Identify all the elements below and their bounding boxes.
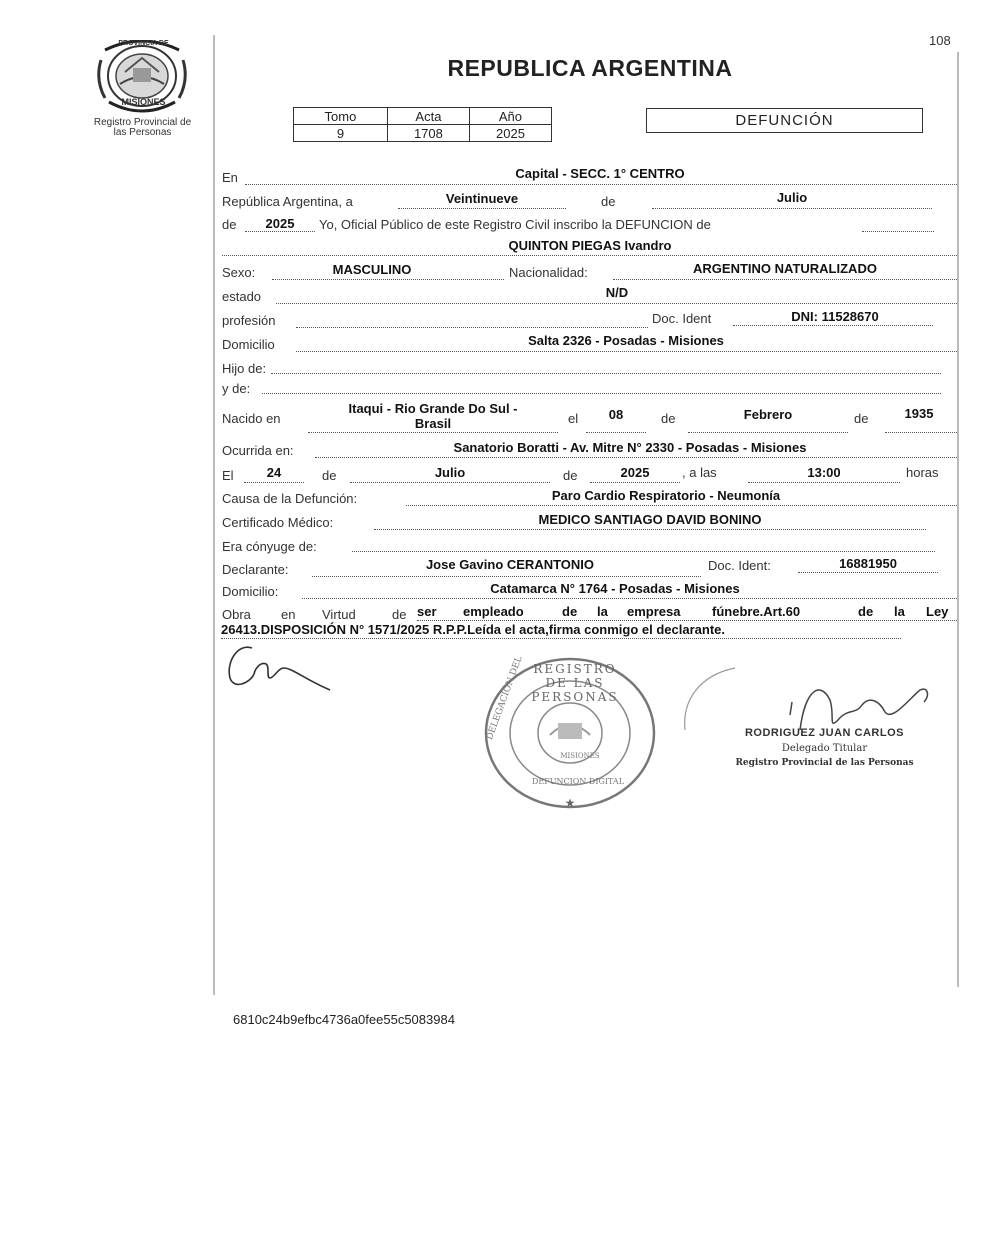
- yo-line: [862, 231, 934, 232]
- hijo-label: Hijo de:: [222, 361, 267, 376]
- a-las-label: , a las: [682, 465, 717, 480]
- day-words-value: Veintinueve: [445, 191, 519, 206]
- obra-line-2: 26413.DISPOSICIÓN N° 1571/2025 R.P.P.Leída el acta,firma conmigo el declarante.: [221, 622, 726, 637]
- el-label: El: [222, 468, 234, 483]
- value-acta: 1708: [387, 125, 469, 142]
- birth-day-value: 08: [608, 407, 624, 422]
- document-hash: 6810c24b9efbc4736a0fee55c5083984: [233, 1012, 455, 1027]
- doc-line: [733, 325, 933, 326]
- declarante-domicilio-label: Domicilio:: [222, 584, 279, 599]
- stamp-ring-left: DELEGACIÓN DEL: [485, 654, 525, 742]
- birth-month-value: Febrero: [743, 407, 793, 422]
- death-month-value: Julio: [434, 465, 466, 480]
- domicilio-label: Domicilio: [222, 337, 275, 352]
- left-border: [213, 35, 215, 995]
- month-value: Julio: [776, 190, 808, 205]
- nacionalidad-label: Nacionalidad:: [509, 265, 588, 280]
- de-label-4: de: [854, 411, 869, 426]
- official-name: RODRIGUEZ JUAN CARLOS: [744, 727, 904, 739]
- record-table-values: [294, 125, 552, 142]
- domicilio-line: [296, 351, 957, 352]
- header-acta: Acta: [387, 108, 469, 125]
- horas-label: horas: [906, 465, 939, 480]
- domicilio-value: Salta 2326 - Posadas - Misiones: [528, 333, 724, 348]
- republica-label: República Argentina, a: [222, 194, 353, 209]
- certificado-label: Certificado Médico:: [222, 515, 334, 530]
- declarante-doc-line: [798, 572, 938, 573]
- declarante-domicilio-value: Catamarca N° 1764 - Posadas - Misiones: [490, 581, 740, 596]
- declarante-doc-label: Doc. Ident:: [708, 558, 771, 573]
- obra-word-1: Obra: [222, 607, 251, 622]
- yo-text: Yo, Oficial Público de este Registro Civil inscribo la DEFUNCION de: [319, 217, 711, 232]
- de-label-2: de: [222, 217, 237, 232]
- obra-l1-w4: la: [597, 604, 608, 619]
- name-line: [222, 255, 957, 256]
- header-tomo: Tomo: [294, 108, 388, 125]
- stamp-ring-bottom: DEFUNCION DIGITAL: [531, 777, 625, 786]
- obra-l1-w9: Ley: [926, 604, 949, 619]
- obra-l1-w5: empresa: [627, 604, 681, 619]
- page-number: 108: [929, 33, 951, 48]
- day-line: [398, 208, 566, 209]
- death-day-line: [244, 482, 304, 483]
- conyuge-line: [352, 551, 935, 552]
- record-table-header: [294, 108, 552, 125]
- logo-text-top: PROVINCIA DE: [118, 40, 169, 47]
- sexo-label: Sexo:: [222, 265, 256, 280]
- certificado-line: [374, 529, 926, 530]
- doc-label: Doc. Ident: [652, 311, 712, 326]
- official-office: Registro Provincial de las Personas: [735, 758, 914, 768]
- sexo-value: MASCULINO: [332, 262, 412, 277]
- hijo-line: [271, 373, 941, 374]
- record-type-box: DEFUNCIÓN: [646, 108, 923, 133]
- profesion-line: [296, 327, 648, 328]
- estado-line: [276, 303, 957, 304]
- ocurrida-line: [315, 457, 957, 458]
- year-line: [245, 231, 315, 232]
- registry-name-line1: Registro Provincial de: [93, 117, 192, 128]
- deceased-name: QUINTON PIEGAS Ivandro: [508, 238, 672, 253]
- death-year-value: 2025: [620, 465, 650, 480]
- declarante-value: Jose Gavino CERANTONIO: [425, 557, 595, 572]
- svg-text:★: ★: [564, 796, 576, 810]
- death-time-line: [748, 482, 900, 483]
- en-label: En: [222, 170, 238, 185]
- obra-l1-w6: fúnebre.Art.60: [712, 604, 801, 619]
- death-time-value: 13:00: [807, 465, 841, 480]
- doc-value: DNI: 11528670: [791, 309, 879, 324]
- obra-word-4: de: [392, 607, 407, 622]
- obra-l1-w1: ser: [417, 604, 437, 619]
- causa-label: Causa de la Defunción:: [222, 491, 358, 506]
- nacido-label: Nacido en: [222, 411, 281, 426]
- right-border: [957, 52, 959, 987]
- death-year-line: [590, 482, 680, 483]
- obra-word-2: en: [281, 607, 296, 622]
- obra-l1-w2: empleado: [463, 604, 524, 619]
- official-title: Delegado Titular: [781, 743, 868, 754]
- page-title: REPUBLICA ARGENTINA: [447, 55, 733, 81]
- year-value: 2025: [265, 216, 295, 231]
- de-label-6: de: [563, 468, 578, 483]
- month-line: [652, 208, 932, 209]
- birth-year-line: [885, 432, 957, 433]
- value-anio: 2025: [469, 125, 551, 142]
- death-day-value: 24: [266, 465, 282, 480]
- certificado-value: MEDICO SANTIAGO DAVID BONINO: [538, 512, 762, 527]
- value-tomo: 9: [294, 125, 388, 142]
- death-month-line: [350, 482, 550, 483]
- header-anio: Año: [469, 108, 551, 125]
- declarante-label: Declarante:: [222, 562, 289, 577]
- obra-l1-w7: de: [858, 604, 874, 619]
- nacido-place-line: [308, 432, 558, 433]
- nacionalidad-value: ARGENTINO NATURALIZADO: [693, 261, 877, 276]
- obra-l1-w3: de: [562, 604, 578, 619]
- el-label-lower: el: [568, 411, 579, 426]
- yde-label: y de:: [222, 381, 251, 396]
- declarante-doc-value: 16881950: [839, 556, 897, 571]
- sexo-line: [272, 279, 504, 280]
- causa-value: Paro Cardio Respiratorio - Neumonía: [551, 488, 781, 503]
- de-label-1: de: [601, 194, 616, 209]
- obra-line-1: [417, 620, 957, 621]
- nacido-place-line2: Brasil: [414, 416, 452, 431]
- birth-month-line: [688, 432, 848, 433]
- en-line: [245, 184, 957, 185]
- obra-l1-w8: la: [894, 604, 905, 619]
- de-label-5: de: [322, 468, 337, 483]
- stamp-center-text: MISIONES: [560, 752, 600, 760]
- profesion-label: profesión: [222, 313, 276, 328]
- registry-name-line2: las Personas: [113, 127, 172, 138]
- declarante-line: [312, 576, 701, 577]
- obra-word-3: Virtud: [322, 607, 356, 622]
- de-label-3: de: [661, 411, 676, 426]
- record-table: [293, 107, 552, 142]
- place-value: Capital - SECC. 1° CENTRO: [515, 166, 685, 181]
- conyuge-label: Era cónyuge de:: [222, 539, 317, 554]
- estado-value: N/D: [605, 285, 629, 300]
- nacido-place-line1: Itaqui - Rio Grande Do Sul -: [348, 401, 518, 416]
- declarante-domicilio-line: [302, 598, 957, 599]
- yde-line: [262, 393, 941, 394]
- declarant-signature: [222, 638, 342, 698]
- ocurrida-label: Ocurrida en:: [222, 443, 294, 458]
- ocurrida-value: Sanatorio Boratti - Av. Mitre N° 2330 - Posadas - Misiones: [453, 440, 807, 455]
- birth-year-value: 1935: [904, 406, 934, 421]
- stamp-ring-top: REGISTRO DE LAS PERSONAS: [531, 662, 619, 704]
- causa-line: [406, 505, 957, 506]
- nacionalidad-line: [613, 279, 957, 280]
- estado-label: estado: [222, 289, 262, 304]
- birth-day-line: [586, 432, 646, 433]
- logo-text-bottom: MISIONES: [121, 97, 166, 107]
